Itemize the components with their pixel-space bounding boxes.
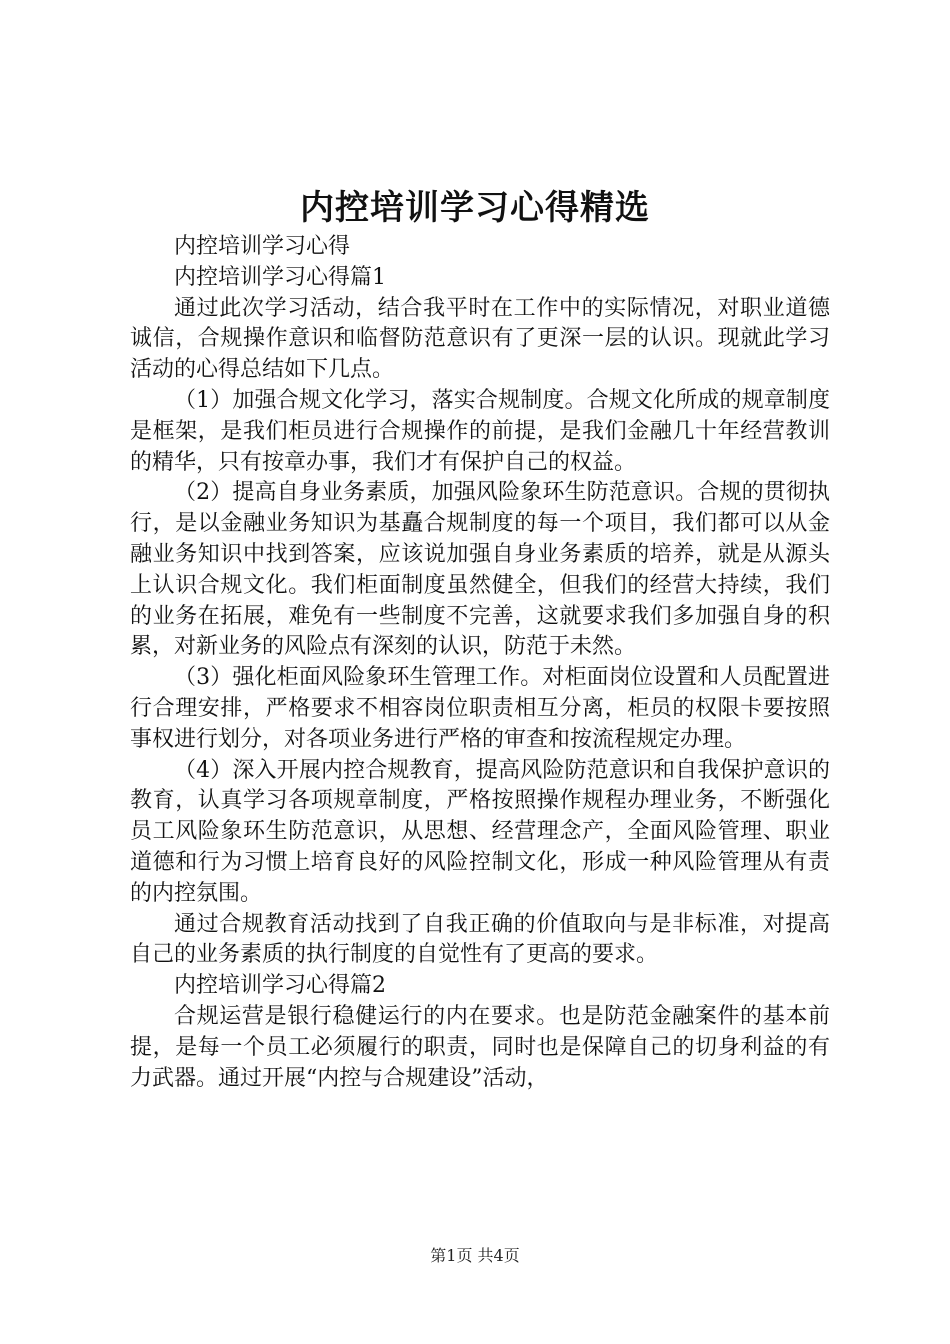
paragraph: （2）提高自身业务素质，加强风险象环生防范意识。合规的贯彻执行，是以金融业务知识为基矗合规制度的每一个项目，我们都可以从金融业务知识中找到答案，应该说加强自身业务素质的培养，就是从源头上认识合规文化。我们柜面制度虽然健全，但我们的经营大持续，我们的业务在拓展，难免有一些制度不完善，这就要求我们多加强自身的积累，对新业务的风险点有深刻的认识，防范于未然。: [130, 480, 830, 660]
paragraph: （4）深入开展内控合规教育，提高风险防范意识和自我保护意识的教育，认真学习各项规章制度，严格按照操作规程办理业务，不断强化员工风险象环生防范意识，从思想、经营理念产，全面风险管理、职业道德和行为习惯上培育良好的风险控制文化，形成一种风险管理从有责的内控氛围。: [130, 757, 830, 906]
page-number: 第1页 共4页: [430, 1246, 520, 1265]
document-body: [130, 232, 830, 1094]
paragraph: 内控培训学习心得篇2: [174, 973, 386, 999]
paragraph: 通过合规教育活动找到了自我正确的价值取向与是非标准，对提高自己的业务素质的执行制度的自觉性有了更高的要求。: [130, 911, 830, 968]
paragraph: （3）强化柜面风险象环生管理工作。对柜面岗位设置和人员配置进行合理安排，严格要求不相容岗位职责相互分离，柜员的权限卡要按照事权进行划分，对各项业务进行严格的审查和按流程规定办理。: [130, 665, 830, 752]
paragraph: 内控培训学习心得: [174, 234, 351, 259]
paragraph: 合规运营是银行稳健运行的内在要求。也是防范金融案件的基本前提，是每一个员工必须履行的职责，同时也是保障自己的切身利益的有力武器。通过开展“内控与合规建设”活动，: [130, 1003, 830, 1091]
document-title: 内控培训学习心得精选: [300, 188, 650, 228]
paragraph: 通过此次学习活动，结合我平时在工作中的实际情况，对职业道德诚信，合规操作意识和临督防范意识有了更深一层的认识。现就此学习活动的心得总结如下几点。: [130, 295, 830, 383]
paragraph: （1）加强合规文化学习，落实合规制度。合规文化所成的规章制度是框架，是我们柜员进行合规操作的前提，是我们金融几十年经营教训的精华，只有按章办事，我们才有保护自己的权益。: [130, 387, 830, 475]
paragraph: 内控培训学习心得篇1: [174, 264, 386, 290]
